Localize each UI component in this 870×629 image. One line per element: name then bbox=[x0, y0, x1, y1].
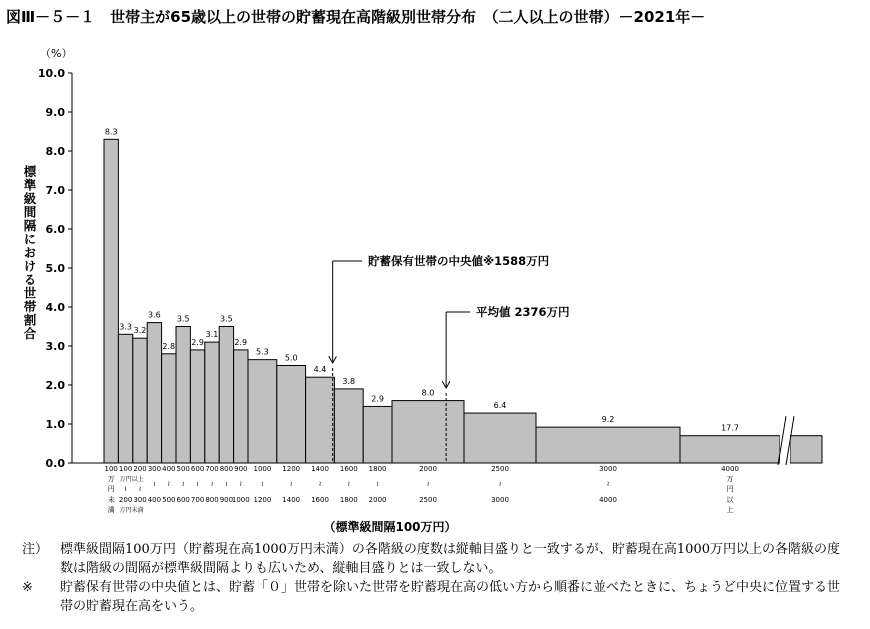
x-tick-label: ≀ bbox=[239, 480, 243, 488]
x-axis-label: （標準級間隔100万円） bbox=[323, 520, 457, 534]
x-tick-label: 700 bbox=[205, 465, 219, 473]
bar-value-label: 8.3 bbox=[104, 127, 118, 137]
x-tick-label: 1600 bbox=[339, 465, 358, 473]
x-tick-label: 1800 bbox=[339, 496, 358, 504]
x-tick-label: 200 bbox=[118, 496, 133, 504]
x-tick-label: ≀ bbox=[606, 480, 610, 488]
x-tick-label: 500 bbox=[162, 496, 176, 504]
x-tick-label: 1400 bbox=[282, 496, 301, 504]
x-tick-label: ≀ bbox=[138, 485, 142, 493]
y-tick-label: 2.0 bbox=[45, 379, 65, 392]
x-tick-label: 500 bbox=[176, 465, 190, 473]
x-tick-label: ≀ bbox=[210, 480, 214, 488]
x-tick-label: 100 bbox=[104, 465, 118, 473]
bar bbox=[133, 338, 147, 463]
y-tick-label: 7.0 bbox=[45, 184, 65, 197]
x-tick-label: ≀ bbox=[167, 480, 171, 488]
mean-label: 平均値 2376万円 bbox=[476, 305, 570, 319]
x-tick-label: 200 bbox=[133, 465, 147, 473]
x-tick-label: 300 bbox=[133, 496, 147, 504]
bar-value-label: 6.4 bbox=[493, 401, 507, 411]
x-tick-label: 700 bbox=[190, 496, 205, 504]
bar bbox=[219, 327, 233, 464]
x-tick-label: 1200 bbox=[253, 496, 272, 504]
bar bbox=[680, 436, 780, 463]
x-tick-label: 1000 bbox=[253, 465, 272, 473]
bar bbox=[536, 427, 680, 463]
bar-value-label: 3.2 bbox=[133, 326, 147, 336]
x-tick-label: 1400 bbox=[311, 465, 329, 473]
bar-value-label: 2.9 bbox=[234, 337, 248, 347]
x-tick-label: ≀ bbox=[347, 480, 351, 488]
x-tick-label: 900 bbox=[234, 465, 248, 473]
x-tick-label: 以 bbox=[726, 496, 734, 504]
x-tick-label: ≀ bbox=[426, 480, 430, 488]
bar-value-label: 3.1 bbox=[205, 330, 219, 340]
x-tick-label: 1600 bbox=[311, 496, 329, 504]
bar bbox=[190, 350, 204, 463]
y-tick-label: 10.0 bbox=[37, 67, 65, 80]
bar bbox=[104, 139, 118, 463]
bar bbox=[162, 354, 176, 463]
y-tick-label: 0.0 bbox=[45, 457, 65, 470]
bar-value-label: 8.0 bbox=[421, 388, 435, 398]
x-tick-label: ≀ bbox=[225, 480, 228, 488]
y-tick-label: 3.0 bbox=[45, 340, 65, 353]
bar bbox=[205, 342, 219, 463]
x-tick-label: 3000 bbox=[491, 496, 509, 504]
y-axis-unit: （%） bbox=[40, 47, 73, 60]
bar bbox=[334, 389, 363, 463]
x-tick-label: 100 bbox=[118, 465, 133, 473]
x-tick-label: 3000 bbox=[599, 465, 617, 473]
x-tick-label: 1000 bbox=[231, 496, 250, 504]
bar bbox=[176, 327, 190, 464]
chart-title: 図Ⅲ－５－１ 世帯主が65歳以上の世帯の貯蓄現在高階級別世帯分布 （二人以上の世帯）－2021年－ bbox=[6, 8, 706, 26]
x-tick-label: ≀ bbox=[318, 480, 322, 488]
x-tick-label: 上 bbox=[726, 506, 734, 514]
x-tick-label: ≀ bbox=[153, 480, 156, 488]
x-tick-label: 円 bbox=[107, 485, 115, 493]
bar bbox=[248, 360, 277, 463]
x-tick-label: 2000 bbox=[368, 496, 387, 504]
x-tick-label: ≀ bbox=[181, 480, 185, 488]
bar bbox=[363, 406, 392, 463]
x-tick-label: 900 bbox=[219, 496, 234, 504]
x-tick-label: ≀ bbox=[498, 480, 502, 488]
notes bbox=[22, 540, 850, 616]
bar bbox=[118, 334, 132, 463]
x-tick-label: 2500 bbox=[491, 465, 509, 473]
bar bbox=[147, 323, 161, 463]
x-tick-label: 800 bbox=[219, 465, 234, 473]
x-tick-label: ≀ bbox=[124, 485, 127, 493]
x-tick-label: 4000 bbox=[721, 465, 739, 473]
bar-value-label: 9.2 bbox=[601, 415, 615, 425]
bar bbox=[306, 377, 335, 463]
note-2: ※ 貯蓄保有世帯の中央値とは、貯蓄「０」世帯を除いた世帯を貯蓄現在高の低い方から順番に並べたときに、ちょうど中央に位置する世帯の貯蓄現在高をいう。 bbox=[22, 580, 841, 614]
x-tick-label: 万 bbox=[107, 475, 115, 483]
y-tick-label: 1.0 bbox=[45, 418, 65, 431]
y-tick-label: 6.0 bbox=[45, 223, 65, 236]
x-tick-label: 2500 bbox=[419, 496, 437, 504]
bar-value-label: 3.5 bbox=[176, 314, 190, 324]
x-tick-label: 未 bbox=[107, 496, 115, 504]
bar-value-label: 2.9 bbox=[191, 337, 204, 347]
bar-value-label: 3.5 bbox=[220, 314, 233, 324]
x-tick-label: ≀ bbox=[196, 480, 199, 488]
y-tick-label: 5.0 bbox=[45, 262, 65, 275]
x-tick-label: 1200 bbox=[282, 465, 301, 473]
bar-value-label: 5.0 bbox=[284, 353, 298, 363]
x-tick-label: 4000 bbox=[599, 496, 617, 504]
median-label: 貯蓄保有世帯の中央値※1588万円 bbox=[368, 254, 550, 268]
y-tick-label: 4.0 bbox=[45, 301, 65, 314]
x-tick-label: 800 bbox=[205, 496, 219, 504]
x-tick-label: 万円未満 bbox=[119, 507, 144, 514]
x-tick-label: 円 bbox=[726, 485, 734, 493]
x-tick-label: 1800 bbox=[368, 465, 387, 473]
bar-continuation bbox=[790, 436, 822, 463]
x-tick-label: 万 bbox=[726, 475, 734, 483]
x-tick-label: ≀ bbox=[376, 480, 379, 488]
bar-value-label: 3.6 bbox=[148, 310, 161, 320]
bar bbox=[234, 350, 248, 463]
x-tick-label: 2000 bbox=[419, 465, 437, 473]
x-tick-label: 400 bbox=[162, 465, 176, 473]
bar-value-label: 3.8 bbox=[342, 376, 356, 386]
bar-value-label: 5.3 bbox=[256, 347, 269, 357]
x-tick-label: 万円以上 bbox=[119, 476, 144, 483]
bar-value-label: 2.8 bbox=[162, 341, 176, 351]
x-tick-label: ≀ bbox=[261, 480, 264, 488]
x-tick-label: 600 bbox=[190, 465, 205, 473]
x-tick-label: 満 bbox=[107, 506, 115, 514]
note-1: 注） 標準級間隔100万円（貯蓄現在高1000万円未満）の各階級の度数は縦軸目盛りと一致するが、貯蓄現在高1000万円以上の各階級の度数は階級の間隔が標準級間隔よりも広いため、縦軸目盛りとは一致しない。 bbox=[22, 542, 840, 576]
bar bbox=[277, 366, 306, 464]
bar-value-label: 4.4 bbox=[313, 365, 327, 375]
x-tick-label: 600 bbox=[176, 496, 190, 504]
bar bbox=[392, 401, 464, 463]
x-tick-label: ≀ bbox=[289, 480, 293, 488]
bar bbox=[464, 413, 536, 463]
y-tick-label: 9.0 bbox=[45, 106, 65, 119]
bar-value-label: 17.7 bbox=[721, 423, 739, 433]
bar-value-label: 3.3 bbox=[119, 322, 132, 332]
x-tick-label: 400 bbox=[147, 496, 162, 504]
y-axis-label: 標準級間隔における世帯割合 bbox=[22, 165, 37, 341]
y-tick-label: 8.0 bbox=[45, 145, 65, 158]
bar-value-label: 2.9 bbox=[371, 394, 384, 404]
x-tick-label: 300 bbox=[147, 465, 162, 473]
